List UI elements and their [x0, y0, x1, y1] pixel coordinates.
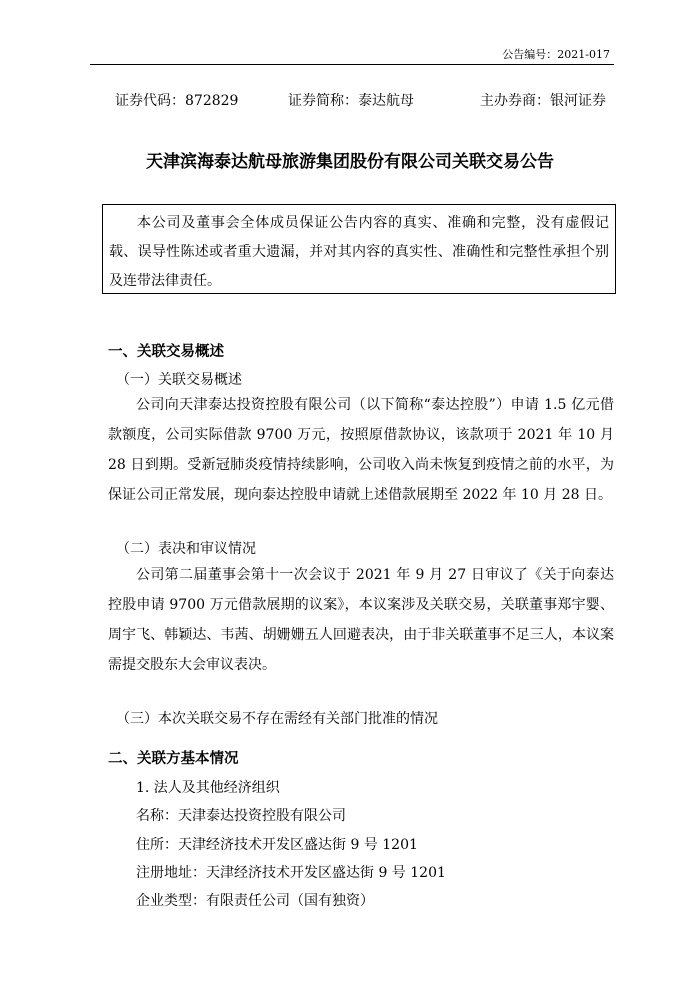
section1-heading: 一、关联交易概述 [108, 343, 224, 360]
section1-sub3-heading: （三）本次关联交易不存在需经有关部门批准的情况 [116, 711, 438, 727]
notice-text: 本公司及董事会全体成员保证公告内容的真实、准确和完整，没有虚假记载、误导性陈述或者重大遗漏，并对其内容的真实性、准确性和完整性承担个别及连带法律责任。 [109, 215, 609, 289]
section1-sub1-body: 公司向天津泰达投资控股有限公司（以下简称“泰达控股”）申请 1.5 亿元借款额度，公司实际借款 9700 万元，按照原借款协议，该款项于 2021 年 10 月 28 日到期。受新冠肺炎疫情持续影响，公司收入尚未恢复到疫情之前的水平，为保证公司正常发展，现向泰达控股申请就上述借款展期至 2022 年 10 月 28 日。 [108, 397, 614, 503]
party-name: 名称：天津泰达投资控股有限公司 [136, 808, 346, 824]
party-address: 住所：天津经济技术开发区盛达街 9 号 1201 [136, 837, 418, 853]
section1-sub1-heading: （一）关联交易概述 [116, 372, 242, 388]
notice-box [102, 204, 616, 294]
security-code: 证券代码：872829 [115, 93, 239, 109]
section1-sub2-heading: （二）表决和审议情况 [116, 541, 256, 557]
header-rule [90, 64, 614, 65]
party-company-type: 企业类型：有限责任公司（国有独资） [136, 893, 374, 909]
announcement-number: 公告编号：2021-017 [502, 48, 610, 61]
party-registered-address: 注册地址：天津经济技术开发区盛达街 9 号 1201 [136, 865, 446, 881]
security-short-name: 证券简称：泰达航母 [288, 93, 414, 109]
section2-heading: 二、关联方基本情况 [108, 750, 239, 767]
lead-broker: 主办券商：银河证券 [480, 93, 606, 109]
section1-sub2-body: 公司第二届董事会第十一次会议于 2021 年 9 月 27 日审议了《关于向泰达控股申请 9700 万元借款展期的议案》，本议案涉及关联交易，关联董事郑宇婴、周宇飞、韩颖达、韦茜、胡姗姗五人回避表决，由于非关联董事不足三人，本议案需提交股东大会审议表决。 [108, 567, 614, 673]
page-title: 天津滨海泰达航母旅游集团股份有限公司关联交易公告 [146, 152, 554, 172]
section2-item1: 1. 法人及其他经济组织 [136, 780, 280, 796]
